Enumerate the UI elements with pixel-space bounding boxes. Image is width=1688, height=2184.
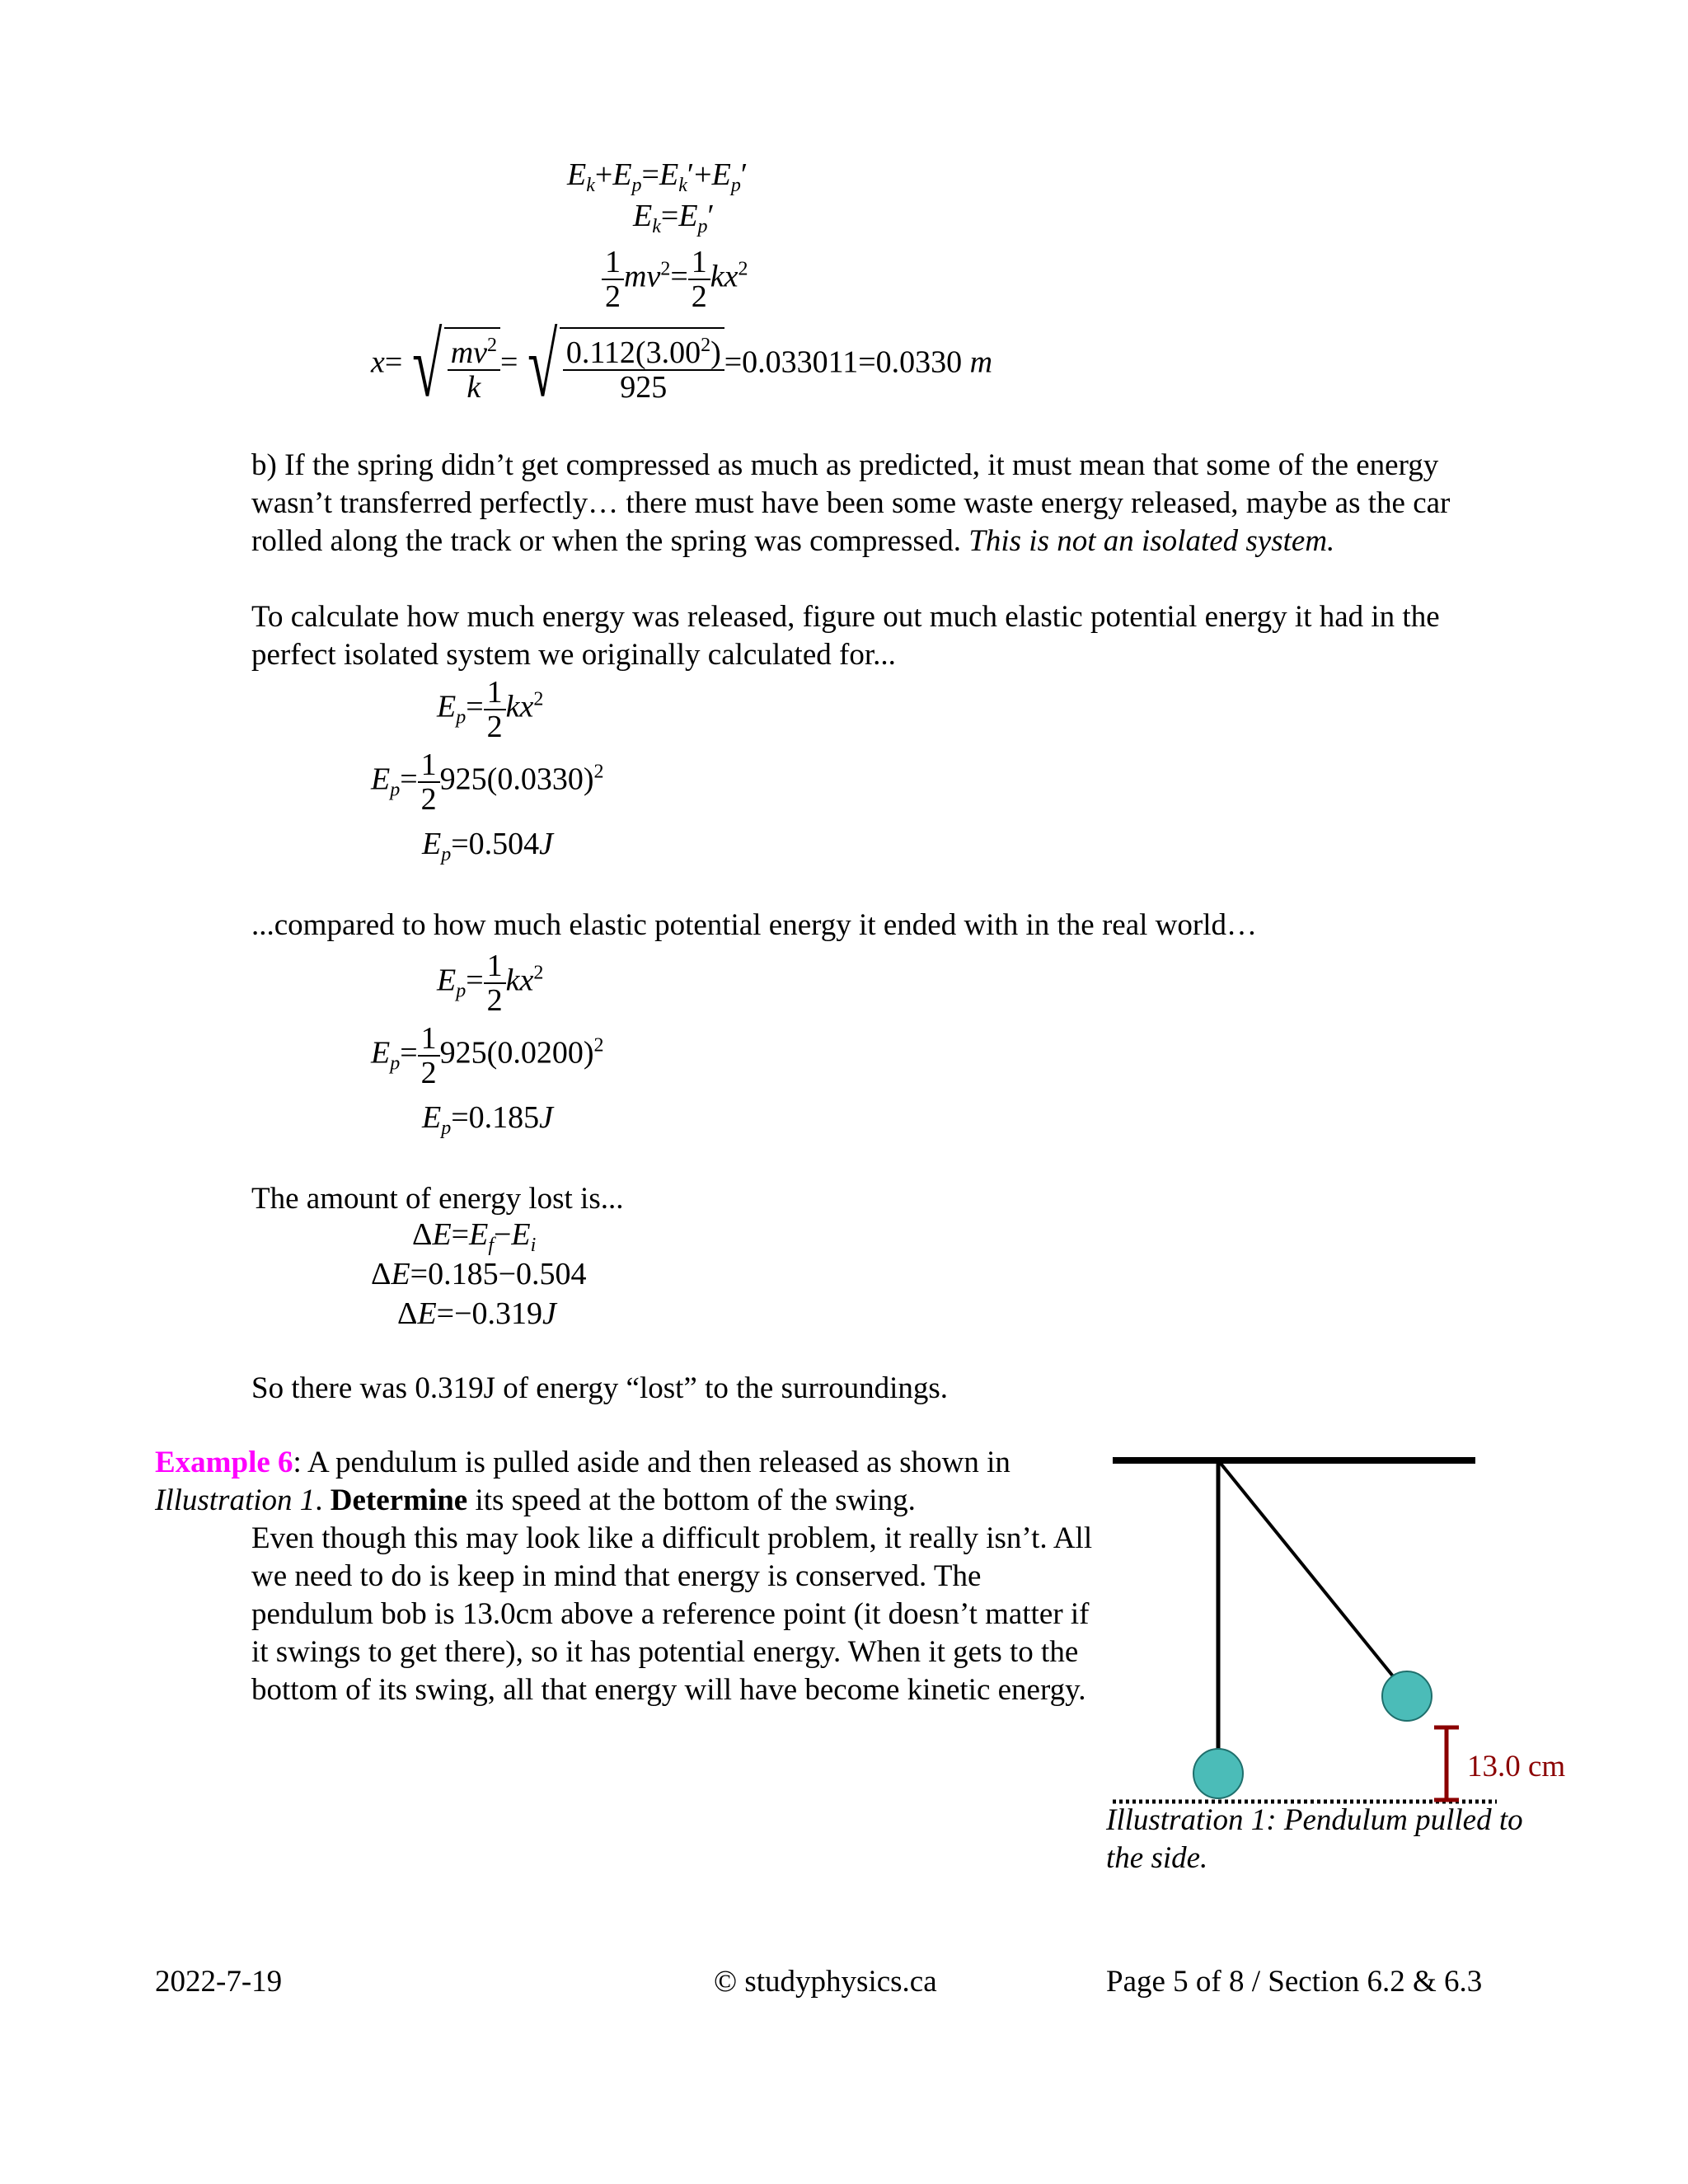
pendulum-string-swung: [1218, 1460, 1408, 1694]
equation-delta-e-result: ΔE=−0.319J: [397, 1296, 556, 1331]
equation-ep-result-2: $E_p=0.185J$: [422, 1100, 554, 1139]
footer-page: Page 5 of 8 / Section 6.2 & 6.3: [1106, 1965, 1483, 1999]
pendulum-bob-bottom: [1193, 1749, 1243, 1798]
equation-solve-x: x= √ $\frac{mv^2}{k}$ = √ $\frac{0.112(3.00^2)}{925}$ =0.033011=0.0330 m: [371, 315, 993, 415]
equation-ep-formula-1: $E_p=$ $\frac{1}{2}$ $kx^2$: [437, 675, 544, 744]
example6-intro: Example 6: A pendulum is pulled aside and then released as shown in Illustration 1. Determine its speed at the bottom of the swing.: [155, 1446, 1010, 1517]
equation-ep-substituted-2: $E_p=$ $\frac{1}{2}$ $925(0.0200)^2$: [371, 1021, 604, 1090]
illustration-caption: Illustration 1: Pendulum pulled to the side.: [1106, 1803, 1523, 1875]
equation-delta-e-formula: $\Delta E=E_f-E_i$: [412, 1217, 537, 1256]
equation-ep-substituted-1: $E_p=$ $\frac{1}{2}$ $925(0.0330)^2$: [371, 748, 604, 817]
footer-date: 2022-7-19: [155, 1965, 283, 1999]
example6-body: Even though this may look like a difficult problem, it really isn’t. All we need to do is keep in mind that energy is conserved. The pendulum bob is 13.0cm above a reference point (it doesn’t matter if it swings to get there), so it has potential energy. When it gets to the bottom of its swing, all that energy will have become kinetic energy.: [251, 1521, 1093, 1707]
height-label: 13.0 cm: [1467, 1750, 1566, 1783]
example6-label: Example 6: [155, 1446, 293, 1479]
paragraph-b: b) If the spring didn’t get compressed as much as predicted, it must mean that some of the energy wasn’t transferred perfectly… there must have been some waste energy released, maybe as the car rolled along the track or when the spring was compressed. This is not an isolated system.: [251, 448, 1451, 558]
pendulum-bob-raised: [1382, 1671, 1432, 1721]
equation-energy-conservation: $E_k+E_p=E_k'+E_p'$: [567, 157, 748, 196]
paragraph-energy-lost: The amount of energy lost is...: [251, 1182, 624, 1216]
equation-delta-e-substituted: ΔE=0.185−0.504: [371, 1257, 587, 1291]
footer-site: © studyphysics.ca: [714, 1965, 937, 1999]
paragraph-conclusion: So there was 0.319J of energy “lost” to the surroundings.: [251, 1371, 949, 1405]
equation-ep-formula-2: $E_p=$ $\frac{1}{2}$ $kx^2$: [437, 949, 544, 1018]
equation-ek-equals-ep: $E_k=E_p'$: [633, 199, 715, 237]
paragraph-calculate: To calculate how much energy was released, figure out much elastic potential energy it had in the perfect isolated system we originally calculated for...: [251, 600, 1440, 672]
equation-half-mv2: $\frac{1}{2}$ $mv^2=$ $\frac{1}{2}$ $kx^2$: [602, 246, 748, 313]
equation-ep-result-1: $E_p=0.504J$: [422, 827, 554, 865]
paragraph-compare: ...compared to how much elastic potential energy it ended with in the real world…: [251, 908, 1257, 942]
